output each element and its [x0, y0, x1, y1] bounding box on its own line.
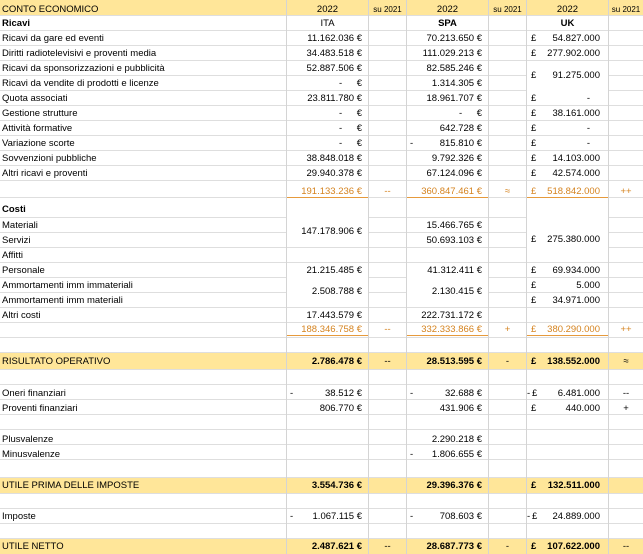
- row-label: Ammortamenti imm immateriali: [2, 280, 133, 291]
- value-ita: - €: [339, 123, 362, 134]
- row-label: Variazione scorte: [2, 138, 75, 149]
- operating-trend-uk: ≈: [623, 356, 629, 367]
- uk-materiali-affitti-merged-cell: [527, 217, 608, 262]
- vs-header-uk: su 2021: [611, 5, 641, 14]
- cost-total-row: [0, 322, 643, 337]
- net-profit-trend-uk: --: [622, 541, 630, 552]
- ita-materiali-servizi-merged-cell: [287, 217, 368, 247]
- cost-total-uk: [527, 322, 608, 337]
- vs-header-spa: su 2021: [493, 5, 522, 14]
- pretax-profit-row: [0, 478, 643, 493]
- value-spa: 41.312.411 €: [427, 265, 482, 276]
- gridline-h: [0, 429, 643, 430]
- row-label: Materiali: [2, 220, 38, 231]
- ita-ammortamenti-value: 2.508.788 €: [311, 286, 362, 297]
- value-ita: 11.162.036 €: [307, 33, 362, 44]
- year-header-ita: 2022: [316, 4, 339, 15]
- country-header-spa: SPA: [438, 18, 457, 29]
- revenue-row: [0, 106, 643, 121]
- uk-sponsor-merged-cell: [527, 61, 608, 91]
- financial-income-label: Proventi finanziari: [2, 403, 78, 414]
- year-header-spa: 2022: [436, 4, 459, 15]
- section-row-ricavi: [0, 16, 643, 31]
- value-uk: £ 42.574.000: [531, 168, 600, 179]
- row-label: Ammortamenti imm materiali: [2, 295, 123, 306]
- pound-sign: £: [531, 186, 537, 197]
- financial-income-uk: £ 440.000: [531, 403, 600, 414]
- pretax-profit-uk: £ 132.511.000: [531, 480, 600, 491]
- revenue-trend-uk: ++: [620, 186, 632, 197]
- revenue-total-uk: [527, 184, 608, 199]
- capital-gains-spa: 2.290.218 €: [431, 434, 482, 445]
- value-spa: - €: [459, 108, 482, 119]
- net-profit-ita: 2.487.621 €: [311, 541, 362, 552]
- gridline-h: [0, 384, 643, 385]
- value-ita: 23.811.780 €: [307, 93, 362, 104]
- cost-total-ita: 188.346.758 €: [301, 324, 362, 335]
- value-spa: 18.961.707 €: [426, 93, 482, 104]
- value-spa: 642.728 €: [439, 123, 482, 134]
- taxes-row: [0, 509, 643, 524]
- revenue-row: [0, 46, 643, 61]
- country-header-uk: UK: [560, 18, 575, 29]
- country-header-ita: ITA: [320, 18, 335, 29]
- header-row: [0, 2, 643, 17]
- section-title-ricavi: Ricavi: [2, 18, 30, 29]
- value-spa: - 815.810 €: [410, 138, 482, 149]
- revenue-row: [0, 151, 643, 166]
- value-uk: £ 69.934.000: [531, 265, 600, 276]
- value-spa: 222.731.172 €: [421, 310, 482, 321]
- value-ita: 17.443.579 €: [306, 310, 362, 321]
- revenue-row: [0, 31, 643, 46]
- gridline-h: [0, 493, 643, 494]
- gridline-h: [0, 352, 643, 353]
- value-ita: 21.215.485 €: [306, 265, 362, 276]
- value-uk: £ -: [531, 123, 590, 134]
- row-label: Ricavi da gare ed eventi: [2, 33, 104, 44]
- vs-header-ita: su 2021: [373, 5, 402, 14]
- value-ita: 34.483.518 €: [306, 48, 362, 59]
- row-label: Quota associati: [2, 93, 68, 104]
- taxes-ita: - 1.067.115 €: [290, 511, 362, 522]
- operating-trend-ita: --: [384, 356, 391, 367]
- taxes-uk: - £ 24.889.000: [527, 511, 600, 522]
- year-header-uk: 2022: [556, 4, 579, 15]
- operating-result-ita: 2.786.478 €: [311, 356, 362, 367]
- value-spa: 1.314.305 €: [431, 78, 482, 89]
- net-profit-spa: 28.687.773 €: [426, 541, 482, 552]
- cost-total-spa: 332.333.866 €: [421, 324, 482, 335]
- revenue-total-uk-value: 518.842.000: [547, 186, 600, 197]
- taxes-spa: - 708.603 €: [410, 511, 482, 522]
- net-profit-trend-spa: -: [505, 541, 510, 552]
- financial-charges-label: Oneri finanziari: [2, 388, 66, 399]
- pretax-profit-label: UTILE PRIMA DELLE IMPOSTE: [2, 480, 140, 491]
- pound-sign: £: [531, 356, 537, 367]
- row-label: Altri costi: [2, 310, 41, 321]
- financial-charges-uk: - £ 6.481.000: [527, 388, 600, 399]
- sheet-title: CONTO ECONOMICO: [2, 4, 99, 15]
- value-uk: £ -: [531, 138, 590, 149]
- row-label: Gestione strutture: [2, 108, 78, 119]
- section-row-costi: [0, 202, 643, 217]
- revenue-row: [0, 136, 643, 151]
- row-label: Personale: [2, 265, 45, 276]
- operating-result-uk: [527, 354, 608, 369]
- net-profit-row: [0, 539, 643, 554]
- operating-result-label: RISULTATO OPERATIVO: [2, 356, 111, 367]
- value-spa: 82.585.246 €: [426, 63, 482, 74]
- revenue-row: [0, 166, 643, 181]
- cost-trend-ita: --: [384, 324, 391, 335]
- cost-row: [0, 308, 643, 323]
- row-label: Ricavi da vendite di prodotti e licenze: [2, 78, 159, 89]
- pretax-profit-ita: 3.554.736 €: [311, 480, 362, 491]
- row-label: Servizi: [2, 235, 31, 246]
- value-spa: 50.693.103 €: [426, 235, 482, 246]
- net-profit-label: UTILE NETTO: [2, 541, 64, 552]
- pound-sign: £: [531, 324, 537, 335]
- revenue-total-ita: 191.133.236 €: [301, 186, 362, 197]
- financial-charges-spa: - 32.688 €: [410, 388, 482, 399]
- value-ita: 29.940.378 €: [306, 168, 362, 179]
- operating-result-row: [0, 354, 643, 369]
- value-uk: £ 14.103.000: [531, 153, 600, 164]
- pound-sign: £: [531, 234, 537, 245]
- value-ita: - €: [339, 138, 362, 149]
- revenue-total-row: [0, 184, 643, 199]
- value-ita: - €: [339, 78, 362, 89]
- value-uk: £ 5.000: [531, 280, 600, 291]
- capital-gains-label: Plusvalenze: [2, 434, 54, 445]
- value-ita: 38.848.018 €: [306, 153, 362, 164]
- value-spa: 15.466.765 €: [426, 220, 482, 231]
- uk-materiali-affitti-value: 275.380.000: [547, 234, 600, 245]
- financial-charges-trend-uk: --: [622, 388, 630, 399]
- capital-losses-row: [0, 447, 643, 462]
- financial-income-trend-uk: +: [623, 403, 629, 414]
- value-spa: 67.124.096 €: [426, 168, 482, 179]
- value-spa: 111.029.213 €: [422, 48, 482, 59]
- gridline-h: [0, 337, 643, 338]
- capital-losses-label: Minusvalenze: [2, 449, 61, 460]
- revenue-row: [0, 121, 643, 136]
- row-label: Sovvenzioni pubbliche: [2, 153, 97, 164]
- ita-materiali-servizi-value: 147.178.906 €: [301, 226, 362, 237]
- taxes-label: Imposte: [2, 511, 36, 522]
- value-spa: 9.792.326 €: [431, 153, 482, 164]
- row-label: Affitti: [2, 250, 23, 261]
- value-ita: 52.887.506 €: [306, 63, 362, 74]
- financial-income-row: [0, 401, 643, 416]
- value-uk: £ 34.971.000: [531, 295, 600, 306]
- net-profit-trend-ita: --: [384, 541, 391, 552]
- row-label: Ricavi da sponsorizzazioni e pubblicità: [2, 63, 165, 74]
- revenue-row: [0, 91, 643, 106]
- gridline-h: [0, 369, 643, 370]
- value-uk: £ -: [531, 93, 590, 104]
- value-uk: £ 54.827.000: [531, 33, 600, 44]
- value-spa: 70.213.650 €: [426, 33, 482, 44]
- ita-ammortamenti-merged-cell: [287, 277, 368, 307]
- net-profit-uk: £ 107.622.000: [531, 541, 600, 552]
- revenue-total-spa: 360.847.461 €: [421, 186, 482, 197]
- revenue-trend-spa: ≈: [504, 186, 511, 197]
- value-ita: - €: [339, 108, 362, 119]
- pound-sign: £: [531, 70, 537, 81]
- cost-trend-spa: +: [504, 324, 511, 335]
- value-uk: £ 277.902.000: [531, 48, 600, 59]
- capital-gains-row: [0, 432, 643, 447]
- cost-trend-uk: ++: [620, 324, 632, 335]
- row-label: Attività formative: [2, 123, 73, 134]
- financial-charges-ita: - 38.512 €: [290, 388, 362, 399]
- spa-ammortamenti-value: 2.130.415 €: [431, 286, 482, 297]
- spa-ammortamenti-merged-cell: [407, 277, 488, 307]
- pretax-profit-spa: 29.396.376 €: [426, 480, 482, 491]
- row-label: Diritti radiotelevisivi e proventi media: [2, 48, 157, 59]
- uk-sponsor-value: 91.275.000: [552, 70, 600, 81]
- cost-total-uk-value: 380.290.000: [547, 324, 600, 335]
- value-uk: £ 38.161.000: [531, 108, 600, 119]
- operating-trend-spa: -: [505, 356, 510, 367]
- revenue-trend-ita: --: [384, 186, 391, 197]
- financial-income-ita: 806.770 €: [319, 403, 362, 414]
- financial-income-spa: 431.906 €: [439, 403, 482, 414]
- operating-result-uk-value: 138.552.000: [547, 356, 600, 367]
- operating-result-spa: 28.513.595 €: [426, 356, 482, 367]
- section-title-costi: Costi: [2, 204, 26, 215]
- financial-charges-row: [0, 386, 643, 401]
- cost-row: [0, 263, 643, 278]
- capital-losses-spa: - 1.806.655 €: [410, 449, 482, 460]
- row-label: Altri ricavi e proventi: [2, 168, 88, 179]
